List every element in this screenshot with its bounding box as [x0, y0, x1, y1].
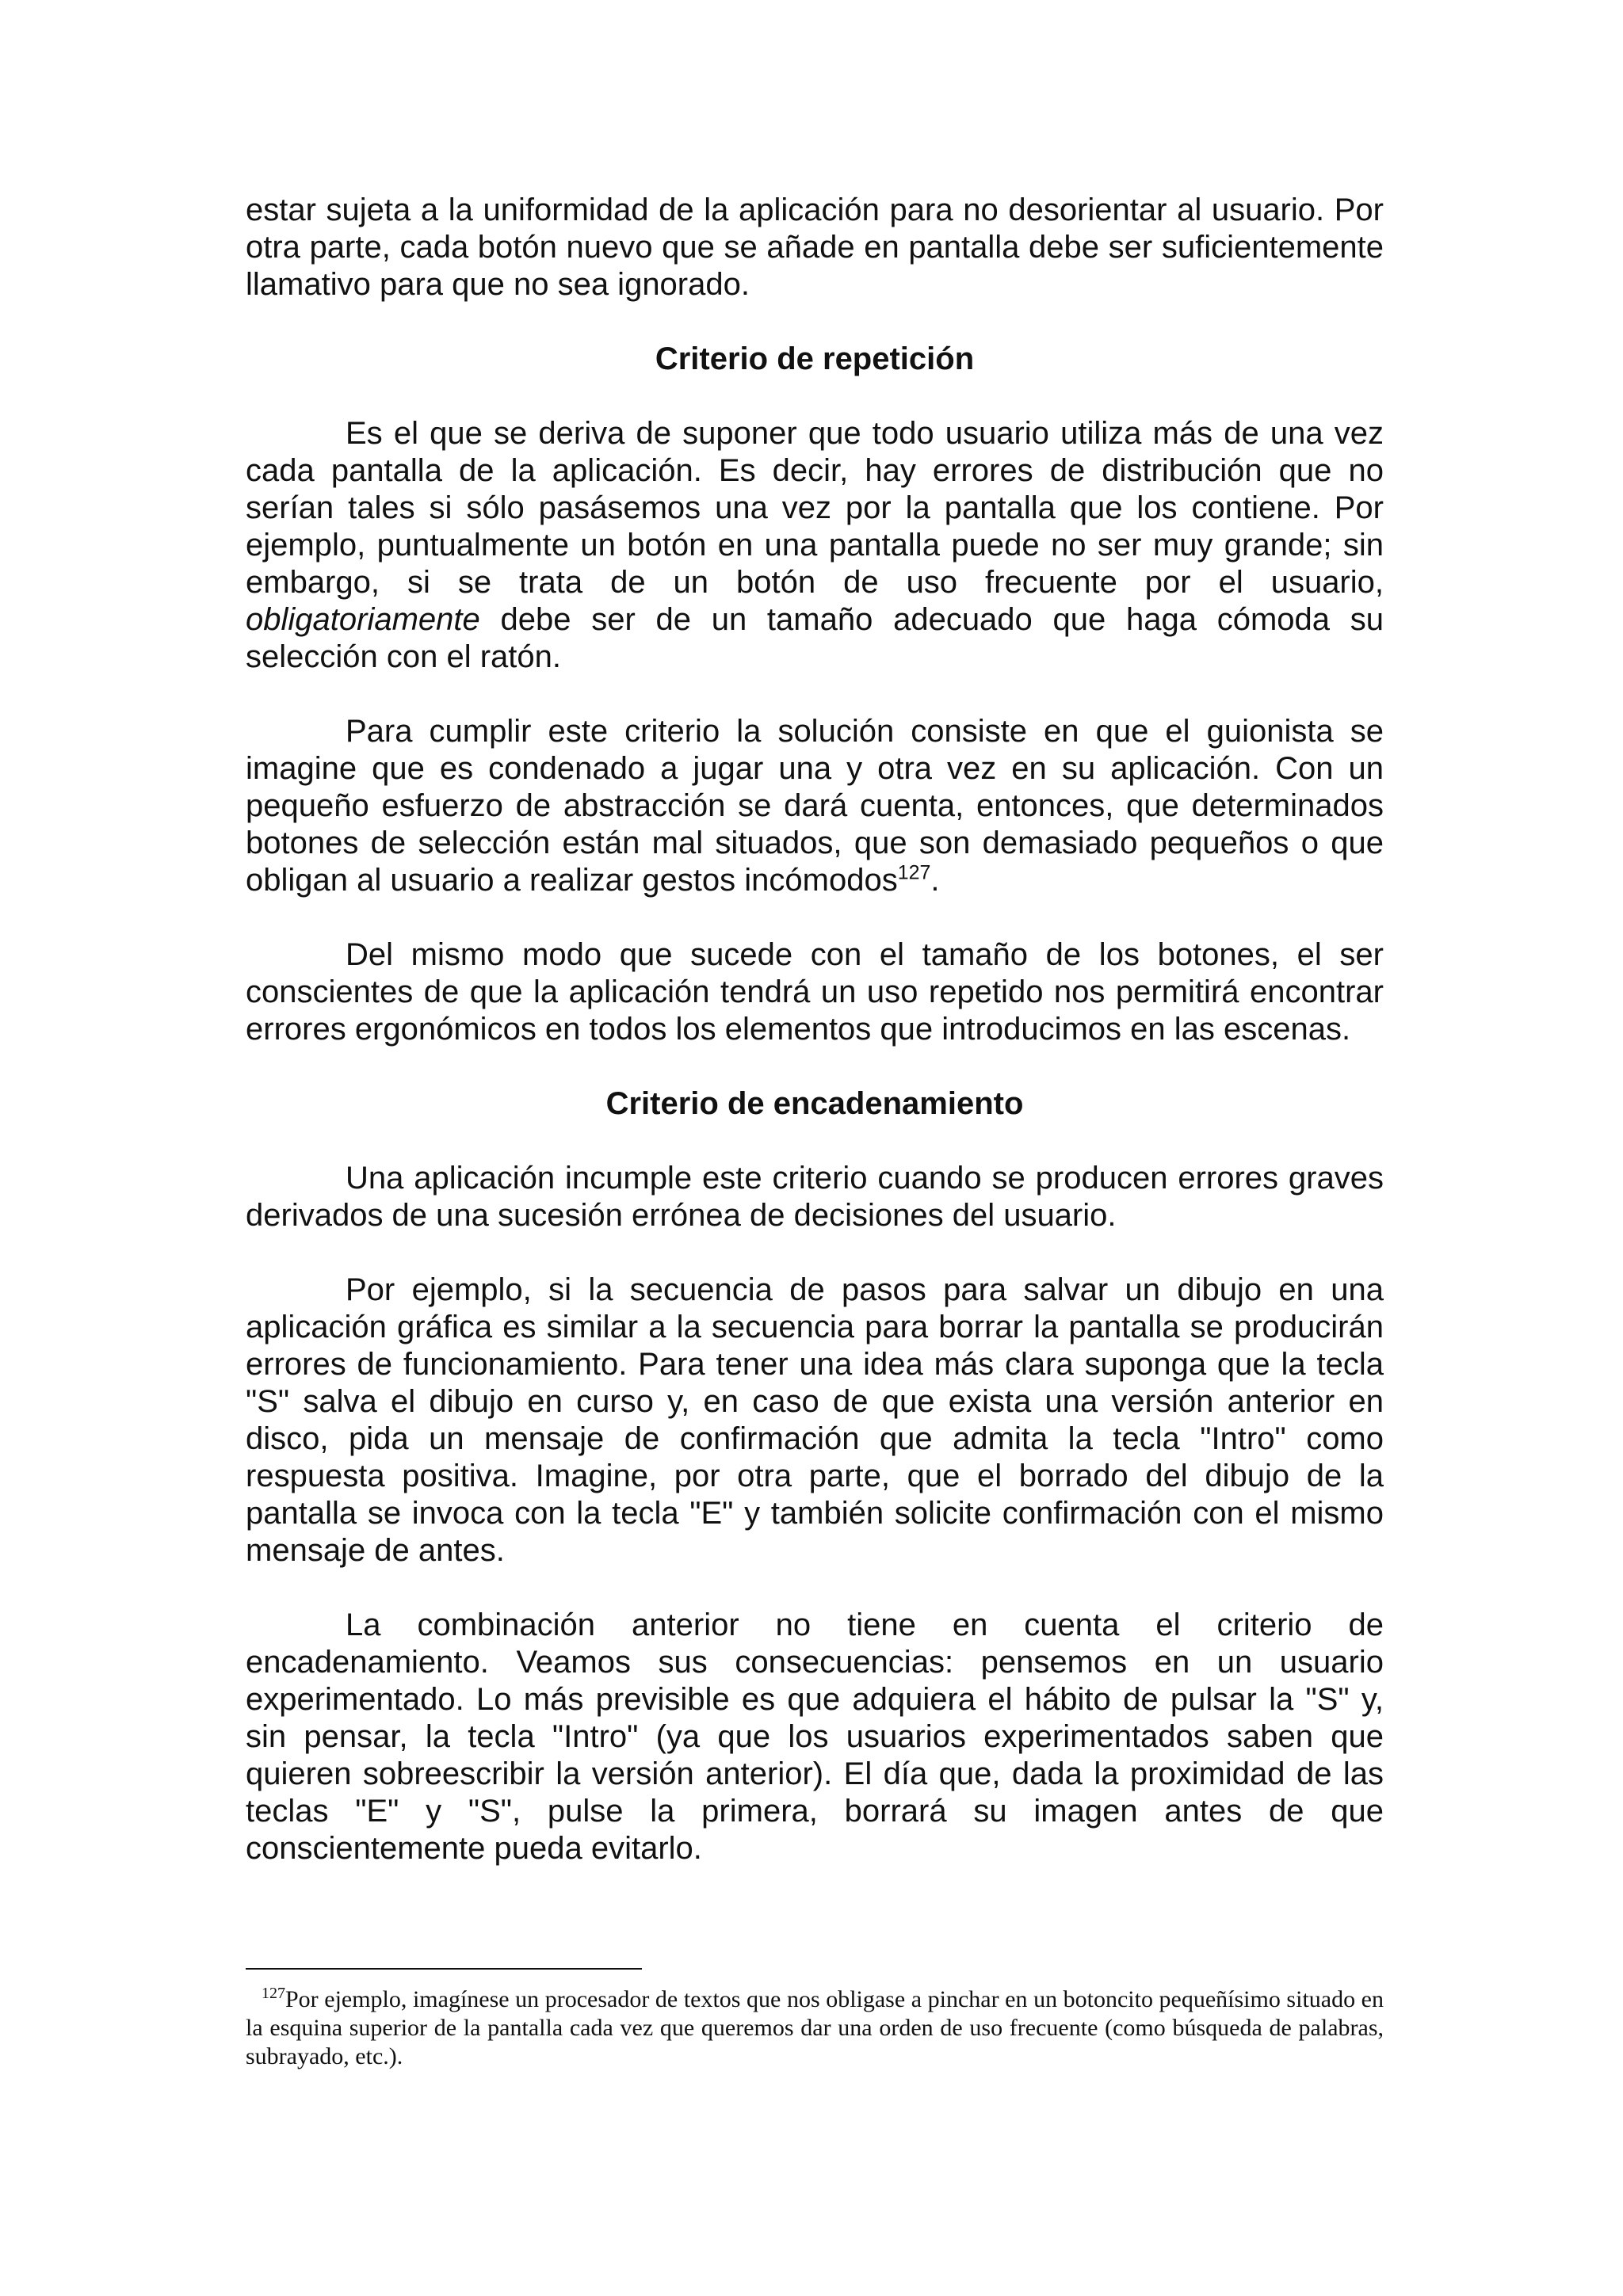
emphasis-text: obligatoriamente [246, 602, 480, 637]
footnote-text: Por ejemplo, imagínese un procesador de textos que nos obligase a pinchar en un botoncito pequeñísimo situado en la esquina superior de la pantalla cada vez que queremos dar una orden de uso frecuente (como búsqueda de palabras, subrayado, etc.). [246, 1986, 1384, 2069]
paragraph-encadenamiento-definition: Una aplicación incumple este criterio cuando se producen errores graves derivados de una sucesión errónea de decisiones del usuario. [246, 1161, 1384, 1233]
paragraph-encadenamiento-consequences: La combinación anterior no tiene en cuenta el criterio de encadenamiento. Veamos sus consecuencias: pensemos en un usuario experimentado. Lo más previsible es que adquiera el hábito de pulsar la "S" y, sin pensar, la tecla "Intro" (ya que los usuarios experimentados saben que quieren sobreescribir la versión anterior). El día que, dada la proximidad de las teclas "E" y "S", pulse la primera, borrará su imagen antes de que conscientemente pueda evitarlo. [246, 1608, 1384, 1866]
paragraph-text: debe ser de un tamaño adecuado que haga cómoda su selección con el ratón. [246, 602, 1384, 674]
paragraph-encadenamiento-example: Por ejemplo, si la secuencia de pasos para salvar un dibujo en una aplicación gráfica es similar a la secuencia para borrar la pantalla se producirán errores de funcionamiento. Para tener una idea más clara suponga que la tecla "S" salva el dibujo en curso y, en caso de que exista una versión anterior en disco, pida un mensaje de confirmación que admita la tecla "Intro" como respuesta positiva. Imagine, por otra parte, que el borrado del dibujo de la pantalla se invoca con la tecla "E" y también solicite confirmación con el mismo mensaje de antes. [246, 1272, 1384, 1568]
paragraph-repeticion-solution [246, 713, 1384, 899]
paragraph-repeticion-definition [246, 415, 1384, 676]
paragraph-repeticion-ergonomics: Del mismo modo que sucede con el tamaño de los botones, el ser conscientes de que la aplicación tendrá un uso repetido nos permitirá encontrar errores ergonómicos en todos los elementos que introducimos en las escenas. [246, 937, 1384, 1047]
section-heading-encadenamiento: Criterio de encadenamiento [605, 1086, 1024, 1121]
paragraph-text: . [930, 863, 940, 898]
footnote-reference[interactable]: 127 [897, 861, 931, 884]
footnote-number: 127 [262, 1985, 285, 2002]
section-heading-repeticion: Criterio de repetición [655, 341, 975, 376]
footnote [246, 1985, 1384, 2071]
paragraph-continuation: estar sujeta a la uniformidad de la aplicación para no desorientar al usuario. Por otra parte, cada botón nuevo que se añade en pantalla debe ser suficientemente llamativo para que no sea ignorado. [246, 193, 1384, 302]
footnote-divider [246, 1968, 642, 1970]
paragraph-text: Para cumplir este criterio la solución consiste en que el guionista se imagine que es condenado a jugar una y otra vez en su aplicación. Con un pequeño esfuerzo de abstracción se dará cuenta, entonces, que determinados botones de selección están mal situados, que son demasiado pequeños o que obligan al usuario a realizar gestos incómodos [246, 714, 1384, 898]
body-text [246, 192, 1384, 1867]
paragraph-text: Es el que se deriva de suponer que todo usuario utiliza más de una vez cada pantalla de la aplicación. Es decir, hay errores de distribución que no serían tales si sólo pasásemos una vez por la pantalla que los contiene. Por ejemplo, puntualmente un botón en una pantalla puede no ser muy grande; sin embargo, si se trata de un botón de uso frecuente por el usuario, [246, 416, 1384, 600]
